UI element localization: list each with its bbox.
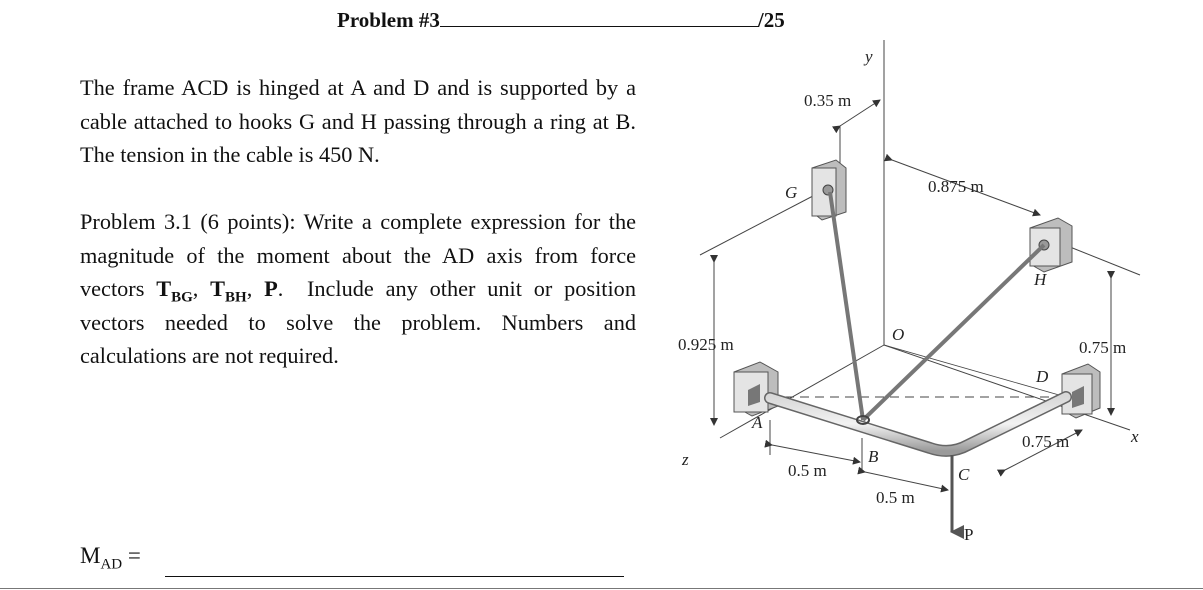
page-bottom-rule	[0, 588, 1203, 589]
axis-label-y: y	[865, 47, 873, 66]
vector-t-bh: $T_{BH}$	[210, 276, 247, 306]
cable-bg	[830, 192, 863, 420]
bracket-h	[1030, 218, 1072, 272]
load-label-p: P	[964, 525, 974, 544]
answer-label: $M_{AD}$ =	[80, 543, 141, 573]
hinge-d	[1062, 364, 1100, 418]
subproblem-text-after: Include any other unit or position vectors needed to solve the problem. Numbers and calculations are not required.	[80, 276, 636, 369]
vector-t-bg: $T_{BG}$	[156, 276, 193, 306]
point-label-b: B	[868, 447, 879, 466]
dimension-lines	[700, 100, 1140, 490]
dim-label-0-75-vertical: 0.75 m	[1079, 338, 1127, 357]
bracket-g	[812, 160, 846, 220]
dim-label-0-5-ab: 0.5 m	[788, 461, 827, 480]
vector-p: P	[264, 276, 278, 302]
score-blank-line	[440, 8, 758, 27]
dim-label-0-35: 0.35 m	[804, 91, 852, 110]
point-label-d: D	[1036, 367, 1049, 386]
hinge-a	[734, 362, 778, 416]
frame-diagram	[660, 40, 1200, 550]
point-label-g: G	[785, 183, 798, 202]
problem-header	[337, 8, 785, 33]
axis-label-x: x	[1131, 427, 1139, 446]
score-total: /25	[757, 8, 785, 32]
point-label-a: A	[752, 413, 763, 432]
cable-bh	[863, 245, 1044, 420]
dim-label-0-925: 0.925 m	[678, 335, 734, 354]
axis-label-z: z	[682, 450, 689, 469]
problem-title: Problem #3	[337, 8, 440, 32]
subproblem-text-before: Write a complete expression for the magnitude of the moment about the AD axis from force vectors	[80, 209, 636, 302]
dim-label-0-875: 0.875 m	[928, 177, 984, 196]
dim-label-0-5-bc: 0.5 m	[876, 488, 915, 507]
subproblem-label: Problem 3.1 (6 points):	[80, 209, 296, 234]
problem-statement: The frame ACD is hinged at A and D and is supported by a cable attached to hooks G and H passing through a ring at B. The tension in the cable is 450 N.	[80, 75, 636, 168]
dim-label-0-75-horizontal: 0.75 m	[1022, 432, 1070, 451]
answer-blank-line	[165, 576, 624, 577]
point-label-c: C	[958, 465, 970, 484]
point-label-h: H	[1034, 270, 1047, 289]
subproblem-text: Problem 3.1 (6 points): Write a complete expression for the magnitude of the moment about the AD axis from force vectors $T_{BG}$, $T_{BH}$, P. Include any other unit or position vectors needed to solve the problem. Numbers and calculations are not required.	[80, 209, 636, 369]
point-label-o: O	[892, 325, 905, 344]
